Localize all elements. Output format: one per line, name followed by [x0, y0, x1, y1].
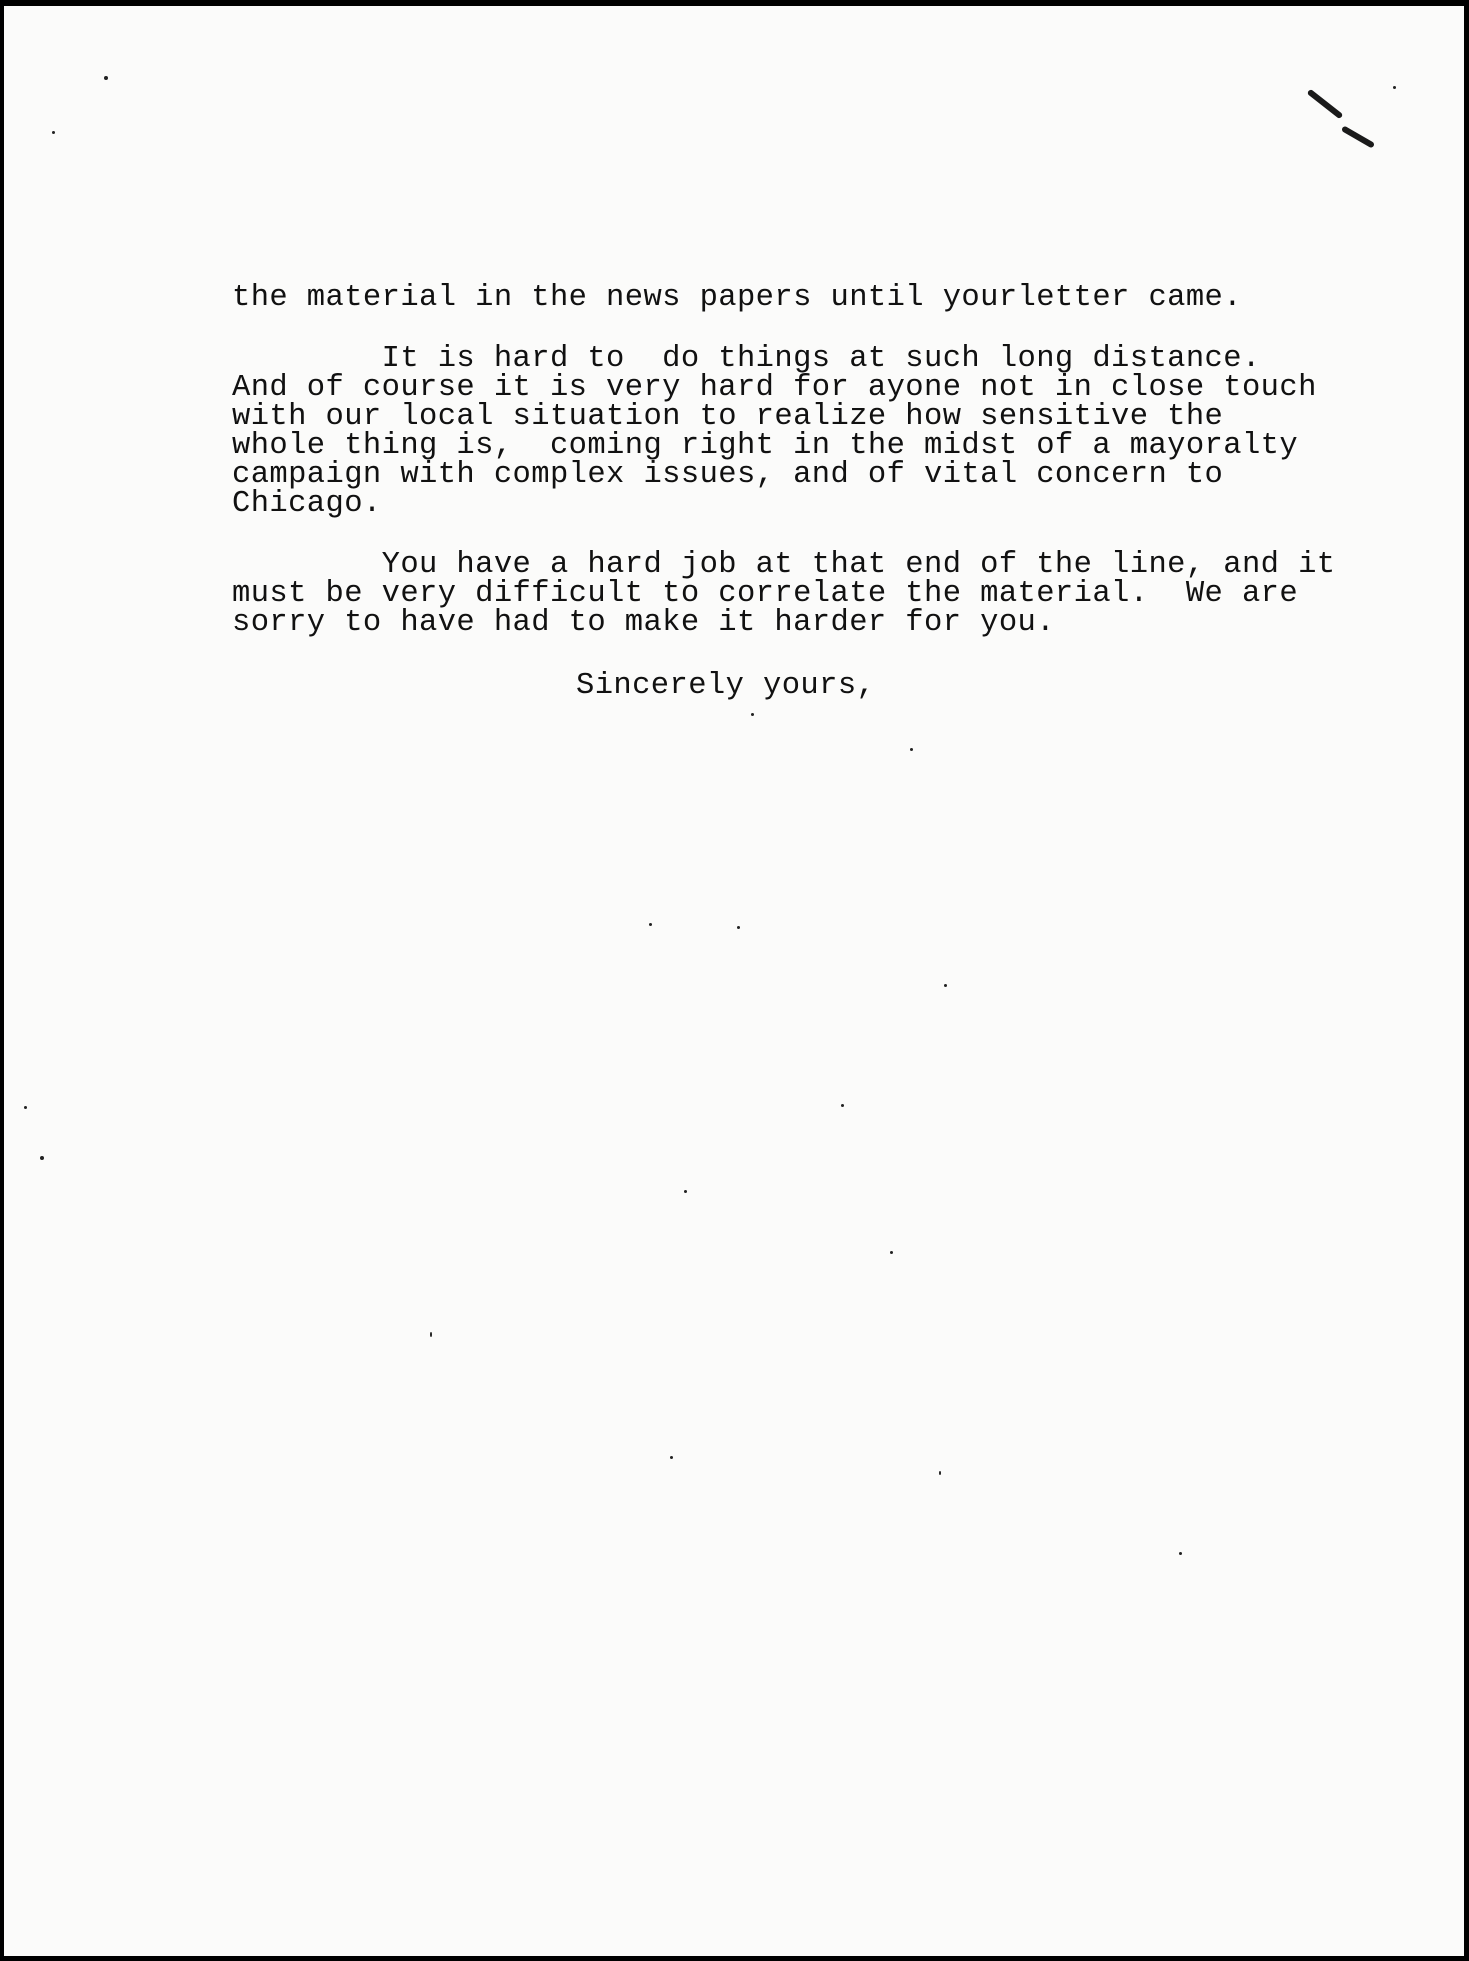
scan-speck	[910, 748, 913, 751]
paragraph-1-line-2: And of course it is very hard for ayone not in close touch	[232, 371, 1317, 405]
continuation-line: the material in the news papers until yourletter came.	[232, 281, 1242, 315]
scan-speck	[737, 926, 740, 929]
paragraph-1-line-1: It is hard to do things at such long distance.	[232, 342, 1261, 376]
scan-speck	[52, 131, 55, 134]
scan-speck	[1393, 86, 1396, 89]
scan-speck	[670, 1456, 673, 1459]
paragraph-2-line-3: sorry to have had to make it harder for you.	[232, 606, 1055, 640]
paragraph-2-line-2: must be very difficult to correlate the material. We are	[232, 577, 1299, 611]
scan-speck	[684, 1190, 687, 1193]
closing: Sincerely yours,	[576, 669, 876, 703]
scan-speck	[751, 713, 754, 716]
scan-mark	[1341, 125, 1375, 148]
paragraph-1-line-6: Chicago.	[232, 487, 382, 521]
scan-speck	[104, 76, 108, 80]
document-page	[4, 6, 1464, 1956]
scan-speck	[841, 1104, 844, 1107]
scan-speck	[1179, 1552, 1182, 1555]
paragraph-1-line-4: whole thing is, coming right in the midst of a mayoralty	[232, 429, 1299, 463]
scan-speck	[649, 923, 652, 926]
paragraph-1-line-5: campaign with complex issues, and of vital concern to	[232, 458, 1224, 492]
paragraph-1-line-3: with our local situation to realize how sensitive the	[232, 400, 1224, 434]
scan-speck	[890, 1251, 893, 1254]
paragraph-2-line-1: You have a hard job at that end of the line, and it	[232, 548, 1336, 582]
scan-speck	[944, 984, 947, 987]
scan-speck	[939, 1471, 941, 1475]
scan-speck	[430, 1332, 432, 1337]
scan-speck	[24, 1106, 27, 1109]
scan-mark	[1307, 89, 1344, 120]
scan-speck	[40, 1156, 44, 1160]
